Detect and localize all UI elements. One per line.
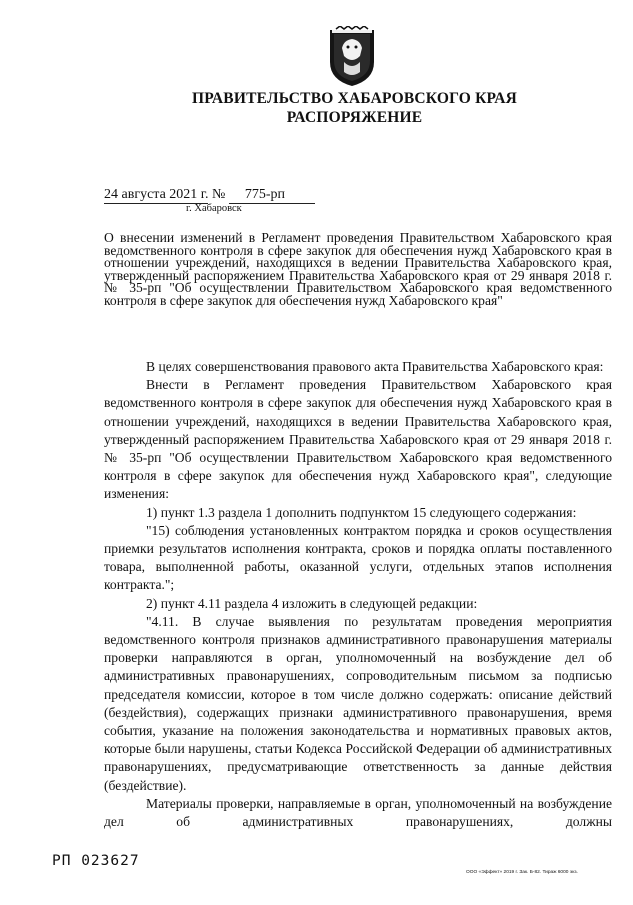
document-subject: О внесении изменений в Регламент проведения Правительством Хабаровского края ведомственного контроля в сфере закупок для обеспечения нужд Хабаровского края в отношении учреждений, находящихся в ведении Правительства Хабаровского края, утвержденный распоряжением Правительства Хабаровского края от 29 января 2018 г. № 35-рп "Об осуществлении Правительством Хабаровского края ведомственного контроля в сфере закупок для обеспечения нужд Хабаровского края" xyxy=(104,230,612,308)
city: г. Хабаровск xyxy=(186,203,242,214)
paragraph: 1) пункт 1.3 раздела 1 дополнить подпунктом 15 следующего содержания: xyxy=(146,504,577,520)
date-number-line xyxy=(104,187,315,204)
paragraph: 2) пункт 4.11 раздела 4 изложить в следующей редакции: xyxy=(146,595,478,611)
paragraph: Материалы проверки, направляемые в орган, уполномоченный на возбуждение дел об административных правонарушениях, должны xyxy=(104,795,612,830)
printer-imprint: ООО «Эффект» 2019 г. Зак. Б-82. Тираж 6000 экз. xyxy=(466,870,578,875)
form-code: РП 023627 xyxy=(52,853,140,869)
government-title: ПРАВИТЕЛЬСТВО ХАБАРОВСКОГО КРАЯ xyxy=(191,90,518,107)
document-type: РАСПОРЯЖЕНИЕ xyxy=(286,109,423,126)
document-body xyxy=(104,358,612,831)
paragraph: "4.11. В случае выявления по результатам проведения мероприятия ведомственного контроля признаков административного правонарушения материалы проверки направляются в орган, уполномоченный на возбуждение дел об административных правонарушениях, сопроводительным письмом за подписью председателя комиссии, которое в том числе должно содержать: описание действий (бездействия), содержащих признаки административного правонарушения, время события, указание на положения законодательства и нормативных правовых актов, которые были нарушены, статьи Кодекса Российской Федерации об административных правонарушениях, предусматривающие ответственность за данные действия (бездействие). xyxy=(104,613,612,793)
number-sign: № xyxy=(211,187,226,202)
paragraph: "15) соблюдения установленных контрактом порядка и сроков осуществления приемки результатов исполнения контракта, сроков и порядка оплаты поставленного товара, выполненной работы, оказанной услуги, отдельных этапов исполнения контракта."; xyxy=(104,522,612,593)
paragraph: Внести в Регламент проведения Правительством Хабаровского края ведомственного контроля в сфере закупок для обеспечения нужд Хабаровского края в отношении учреждений, находящихся в ведении Правительства Хабаровского края, утвержденный распоряжением Правительства Хабаровского края от 29 января 2018 г. № 35-рп "Об осуществлении Правительством Хабаровского края ведомственного контроля в сфере закупок для обеспечения нужд Хабаровского края", следующие изменения: xyxy=(104,377,612,502)
document-number: 775-рп xyxy=(229,187,315,204)
paragraph: В целях совершенствования правового акта Правительства Хабаровского края: xyxy=(146,359,604,374)
coat-of-arms-icon xyxy=(326,26,378,88)
document-date: 24 августа 2021 г. xyxy=(104,187,209,202)
